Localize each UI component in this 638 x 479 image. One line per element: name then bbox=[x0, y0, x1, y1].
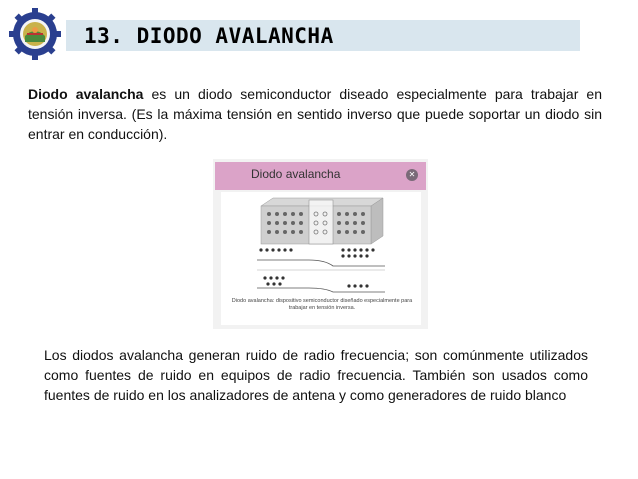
close-icon: ✕ bbox=[406, 169, 418, 181]
title-bar bbox=[66, 20, 580, 51]
energy-band-bottom bbox=[257, 276, 385, 292]
intro-text: es un diodo semiconductor diseado especialmente para trabajar en tensión inversa. (Es la máxima tensión en sentido inverso que puede soportar un diodo sin entrar en conducción). bbox=[28, 86, 602, 142]
page-title: 13. DIODO AVALANCHA bbox=[84, 23, 334, 48]
energy-band-top bbox=[257, 248, 385, 270]
intro-paragraph bbox=[28, 84, 602, 144]
figure-body bbox=[221, 192, 421, 325]
semiconductor-block bbox=[261, 198, 383, 244]
figure-header bbox=[215, 162, 426, 190]
figure-caption: Diodo avalancha: dispositivo semiconductor diseñado especialmente para trabajar en tensión inversa. bbox=[231, 298, 413, 311]
institution-logo bbox=[7, 6, 63, 62]
body-paragraph: Los diodos avalancha generan ruido de radio frecuencia; son comúnmente utilizados como fuentes de ruido en equipos de radio frecuencia. También son usados como fuentes de ruido en los analizadores de antena y como generadores de ruido blanco bbox=[44, 347, 588, 403]
avalanche-diode-figure bbox=[213, 159, 428, 329]
intro-term: Diodo avalancha bbox=[28, 86, 144, 102]
figure-title: Diodo avalancha bbox=[251, 167, 341, 181]
